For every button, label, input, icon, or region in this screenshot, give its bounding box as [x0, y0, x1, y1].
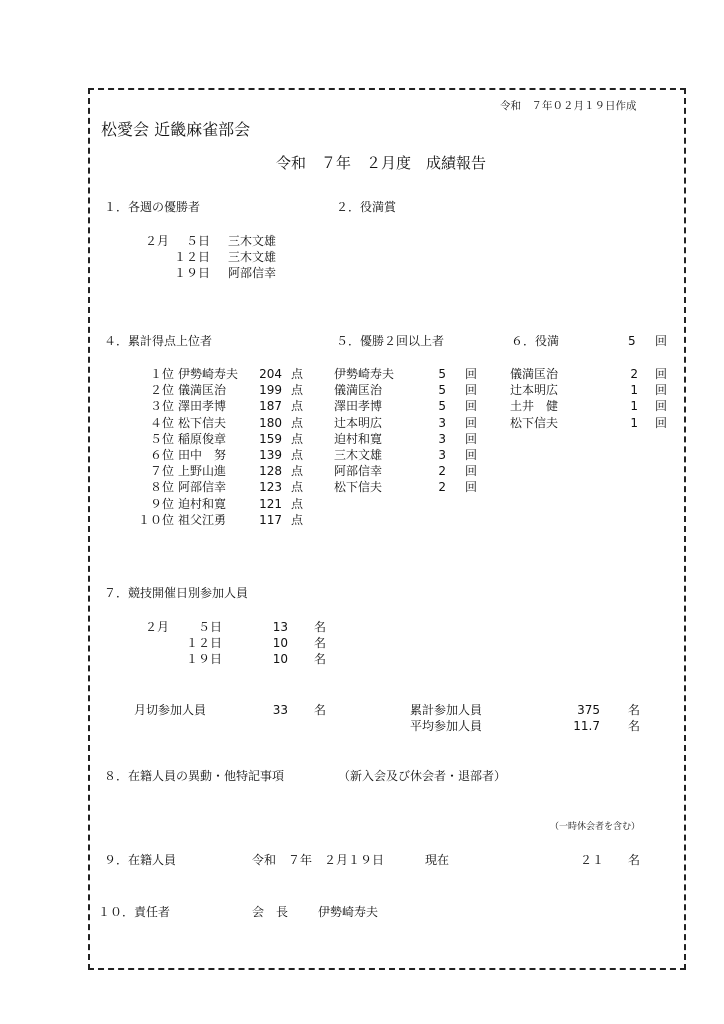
- attendance-count: 10: [272, 652, 288, 666]
- ranking-points: 159: [259, 431, 282, 446]
- ranking-rank: ９位: [149, 496, 174, 511]
- section6-total: 5: [628, 334, 636, 348]
- multi-winner-unit: 回: [465, 431, 478, 446]
- multi-winner-unit: 回: [465, 464, 478, 479]
- monthly-attendance-label: 月切参加人員: [134, 703, 207, 717]
- ranking-unit: 点: [291, 399, 304, 414]
- section6-total-unit: 回: [655, 334, 668, 348]
- ranking-rank: ７位: [149, 464, 174, 479]
- ranking-points: 121: [259, 496, 282, 511]
- section10-name: 伊勢崎寿夫: [318, 905, 379, 919]
- multi-winner-unit: 回: [465, 383, 478, 398]
- multi-winner-count: 3: [438, 448, 446, 462]
- section7-heading: ７．競技開催日別参加人員: [104, 586, 249, 600]
- average-attendance-unit: 名: [628, 719, 641, 733]
- section6-heading: ６．役満: [511, 334, 560, 348]
- cumulative-attendance-unit: 名: [628, 703, 641, 717]
- multi-winner-name: 迫村和寛: [334, 431, 383, 446]
- yakuman-count: 2: [630, 367, 638, 381]
- multi-winner-name: 松下信夫: [334, 480, 383, 495]
- created-date: 令和 ７年０２月１９日作成: [500, 100, 637, 112]
- ranking-unit: 点: [291, 496, 304, 511]
- report-title: 令和 ７年 ２月度 成績報告: [276, 154, 487, 172]
- ranking-unit: 点: [291, 383, 304, 398]
- yakuman-count: 1: [630, 399, 638, 414]
- winner-day: ５日: [185, 234, 210, 248]
- yakuman-name: 辻本明広: [510, 383, 559, 398]
- yakuman-name: 儀満匡治: [510, 367, 559, 381]
- winner-name: 三木文雄: [228, 250, 277, 264]
- ranking-name: 澤田孝博: [178, 399, 227, 414]
- multi-winner-count: 5: [438, 399, 446, 414]
- ranking-points: 128: [259, 464, 282, 479]
- ranking-unit: 点: [291, 415, 304, 430]
- attendance-count: 10: [272, 636, 288, 650]
- cumulative-attendance-value: 375: [577, 703, 600, 717]
- winner-name: 三木文雄: [228, 234, 277, 248]
- multi-winner-unit: 回: [465, 367, 478, 381]
- ranking-name: 儀満匡治: [178, 383, 227, 398]
- yakuman-unit: 回: [655, 415, 668, 430]
- ranking-rank: ２位: [149, 383, 174, 398]
- multi-winner-unit: 回: [465, 399, 478, 414]
- ranking-name: 上野山進: [178, 464, 227, 479]
- section9-heading: ９．在籍人員: [104, 853, 177, 867]
- section9-unit: 名: [628, 853, 641, 867]
- yakuman-name: 松下信夫: [510, 415, 559, 430]
- ranking-rank: ３位: [149, 399, 174, 414]
- section8-small-note: （一時休会者を含む）: [550, 822, 641, 832]
- multi-winner-count: 2: [438, 464, 446, 479]
- monthly-attendance-unit: 名: [314, 703, 327, 717]
- multi-winner-count: 3: [438, 415, 446, 430]
- ranking-name: 阿部信幸: [178, 480, 227, 495]
- ranking-name: 祖父江勇: [178, 512, 227, 527]
- yakuman-count: 1: [630, 415, 638, 430]
- ranking-unit: 点: [291, 367, 304, 381]
- attendance-unit: 名: [314, 636, 327, 650]
- section8-note: （新入会及び休会者・退部者）: [338, 769, 507, 783]
- multi-winner-unit: 回: [465, 415, 478, 430]
- section7-month: ２月: [145, 620, 170, 634]
- winner-name: 阿部信幸: [228, 266, 277, 280]
- multi-winner-name: 辻本明広: [334, 415, 383, 430]
- multi-winner-count: 3: [438, 431, 446, 446]
- ranking-points: 117: [259, 512, 282, 527]
- multi-winner-name: 阿部信幸: [334, 464, 383, 479]
- winner-day: １９日: [173, 266, 210, 280]
- ranking-rank: ４位: [149, 415, 174, 430]
- section9-count: ２１: [580, 853, 605, 867]
- ranking-name: 伊勢崎寿夫: [178, 367, 239, 381]
- average-attendance-label: 平均参加人員: [410, 719, 483, 733]
- average-attendance-value: 11.7: [573, 719, 600, 733]
- ranking-unit: 点: [291, 464, 304, 479]
- ranking-name: 田中 努: [178, 448, 227, 462]
- winner-day: １２日: [173, 250, 210, 264]
- ranking-unit: 点: [291, 431, 304, 446]
- section8-heading: ８．在籍人員の異動・他特記事項: [104, 769, 285, 783]
- ranking-rank: １位: [149, 367, 174, 381]
- ranking-name: 迫村和寛: [178, 496, 227, 511]
- yakuman-unit: 回: [655, 399, 668, 414]
- section10-role: 会 長: [252, 905, 289, 919]
- section9-now-label: 現在: [425, 853, 450, 867]
- ranking-points: 123: [259, 480, 282, 495]
- ranking-unit: 点: [291, 480, 304, 495]
- section5-heading: ５．優勝２回以上者: [336, 334, 445, 348]
- ranking-points: 180: [259, 415, 282, 430]
- attendance-day: １９日: [185, 652, 222, 666]
- section1-heading: １．各週の優勝者: [104, 200, 201, 214]
- cumulative-attendance-label: 累計参加人員: [410, 703, 483, 717]
- ranking-points: 187: [259, 399, 282, 414]
- multi-winner-unit: 回: [465, 448, 478, 462]
- attendance-day: １２日: [185, 636, 222, 650]
- section2-heading: ２．役満賞: [336, 200, 397, 214]
- report-frame: [88, 88, 686, 970]
- ranking-name: 松下信夫: [178, 415, 227, 430]
- yakuman-unit: 回: [655, 367, 668, 381]
- multi-winner-count: 5: [438, 383, 446, 398]
- section4-heading: ４．累計得点上位者: [104, 334, 213, 348]
- multi-winner-name: 澤田孝博: [334, 399, 383, 414]
- attendance-day: ５日: [197, 620, 222, 634]
- yakuman-name: 土井 健: [510, 399, 559, 414]
- ranking-rank: １０位: [137, 512, 174, 527]
- section9-date: 令和 ７年 ２月１９日: [252, 853, 385, 867]
- section1-month: ２月: [145, 234, 170, 248]
- multi-winner-name: 三木文雄: [334, 448, 383, 462]
- multi-winner-count: 2: [438, 480, 446, 495]
- ranking-rank: ６位: [149, 448, 174, 462]
- ranking-rank: ８位: [149, 480, 174, 495]
- ranking-unit: 点: [291, 448, 304, 462]
- ranking-unit: 点: [291, 512, 304, 527]
- attendance-unit: 名: [314, 652, 327, 666]
- multi-winner-unit: 回: [465, 480, 478, 495]
- attendance-count: 13: [272, 620, 288, 634]
- ranking-points: 204: [259, 367, 282, 381]
- monthly-attendance-value: 33: [272, 703, 288, 717]
- org-name: 松愛会 近畿麻雀部会: [101, 120, 251, 139]
- multi-winner-name: 儀満匡治: [334, 383, 383, 398]
- multi-winner-count: 5: [438, 367, 446, 381]
- ranking-name: 稲原俊章: [178, 431, 227, 446]
- ranking-points: 139: [259, 448, 282, 462]
- multi-winner-name: 伊勢崎寿夫: [334, 367, 395, 381]
- yakuman-count: 1: [630, 383, 638, 398]
- ranking-rank: ５位: [149, 431, 174, 446]
- attendance-unit: 名: [314, 620, 327, 634]
- yakuman-unit: 回: [655, 383, 668, 398]
- ranking-points: 199: [259, 383, 282, 398]
- section10-heading: １０．責任者: [98, 905, 171, 919]
